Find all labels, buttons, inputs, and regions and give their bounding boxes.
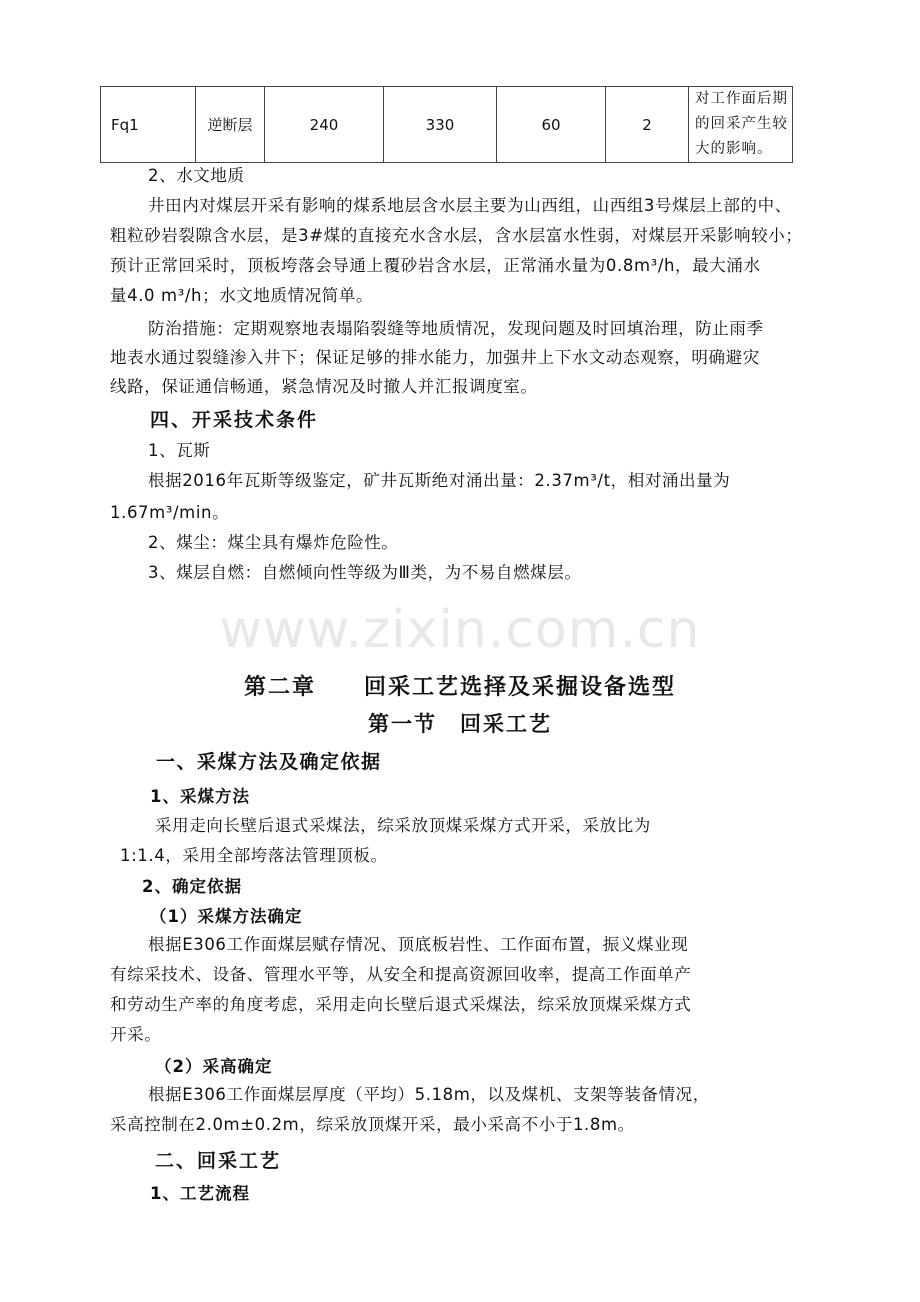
method-paragraph-line: 1:1.4，采用全部垮落法管理顶板。 <box>120 846 388 865</box>
fault-value-2-cell: 330 <box>384 87 497 163</box>
spontaneous-combustion-line: 3、煤层自燃：自燃倾向性等级为Ⅲ类，为不易自燃煤层。 <box>148 563 582 582</box>
process-flow-subheading: 1、工艺流程 <box>150 1184 250 1203</box>
method-paragraph-line: 采用走向长壁后退式采煤法，综采放顶煤采煤方式开采，采放比为 <box>155 816 651 835</box>
gas-paragraph-line: 根据2016年瓦斯等级鉴定，矿井瓦斯绝对涌出量：2.37m³/t，相对涌出量为 <box>148 471 731 490</box>
hydro-paragraph-line: 量4.0 m³/h；水文地质情况简单。 <box>110 286 374 305</box>
fault-value-3-cell: 60 <box>497 87 606 163</box>
method-heading: 一、采煤方法及确定依据 <box>156 751 382 773</box>
mining-conditions-heading: 四、开采技术条件 <box>150 409 319 431</box>
coal-dust-line: 2、煤尘：煤尘具有爆炸危险性。 <box>148 533 399 552</box>
hydro-heading: 2、水文地质 <box>148 166 245 185</box>
basis-paragraph-line: 有综采技术、设备、管理水平等，从安全和提高资源回收率，提高工作面单产 <box>110 965 692 984</box>
chapter-title: 第二章 回采工艺选择及采掘设备选型 <box>243 675 676 700</box>
gas-paragraph-line: 1.67m³/min。 <box>110 503 230 522</box>
watermark: www.zixin.com.cn <box>219 600 701 660</box>
fault-table <box>100 86 793 163</box>
section-title: 第一节 回采工艺 <box>368 712 552 736</box>
gas-heading: 1、瓦斯 <box>148 441 211 460</box>
basis-paragraph-line: 和劳动生产率的角度考虑，采用走向长壁后退式采煤法，综采放顶煤采煤方式 <box>110 995 692 1014</box>
fault-code-cell: Fq1 <box>101 87 196 163</box>
prevention-paragraph-line: 地表水通过裂缝渗入井下；保证足够的排水能力，加强井上下水文动态观察，明确避灾 <box>110 348 760 367</box>
process-heading: 二、回采工艺 <box>155 1150 282 1172</box>
height-paragraph-line: 采高控制在2.0m±0.2m，综采放顶煤开采，最小采高不小于1.8m。 <box>110 1115 635 1134</box>
basis-paragraph-line: 根据E306工作面煤层赋存情况、顶底板岩性、工作面布置，振义煤业现 <box>148 935 689 954</box>
hydro-paragraph-line: 井田内对煤层开采有影响的煤系地层含水层主要为山西组，山西组3号煤层上部的中、 <box>148 196 792 215</box>
method-basis-subheading: （1）采煤方法确定 <box>150 907 303 926</box>
prevention-paragraph-line: 线路，保证通信畅通，紧急情况及时撤人并汇报调度室。 <box>110 377 538 396</box>
fault-type-cell: 逆断层 <box>196 87 265 163</box>
table-row <box>101 87 793 163</box>
hydro-paragraph-line: 粗粒砂岩裂隙含水层，是3#煤的直接充水含水层，含水层富水性弱，对煤层开采影响较小； <box>110 226 803 245</box>
height-paragraph-line: 根据E306工作面煤层厚度（平均）5.18m，以及煤机、支架等装备情况， <box>148 1085 710 1104</box>
method-subheading: 1、采煤方法 <box>150 787 250 806</box>
prevention-paragraph-line: 防治措施：定期观察地表塌陷裂缝等地质情况，发现问题及时回填治理，防止雨季 <box>148 319 764 338</box>
fault-value-4-cell: 2 <box>606 87 689 163</box>
basis-subheading: 2、确定依据 <box>142 877 242 896</box>
fault-note-cell: 对工作面后期的回采产生较大的影响。 <box>689 87 793 163</box>
height-subheading: （2）采高确定 <box>155 1057 273 1076</box>
hydro-paragraph-line: 预计正常回采时，顶板垮落会导通上覆砂岩含水层，正常涌水量为0.8m³/h，最大涌水 <box>110 256 761 275</box>
basis-paragraph-line: 开采。 <box>110 1025 162 1044</box>
fault-value-1-cell: 240 <box>265 87 384 163</box>
